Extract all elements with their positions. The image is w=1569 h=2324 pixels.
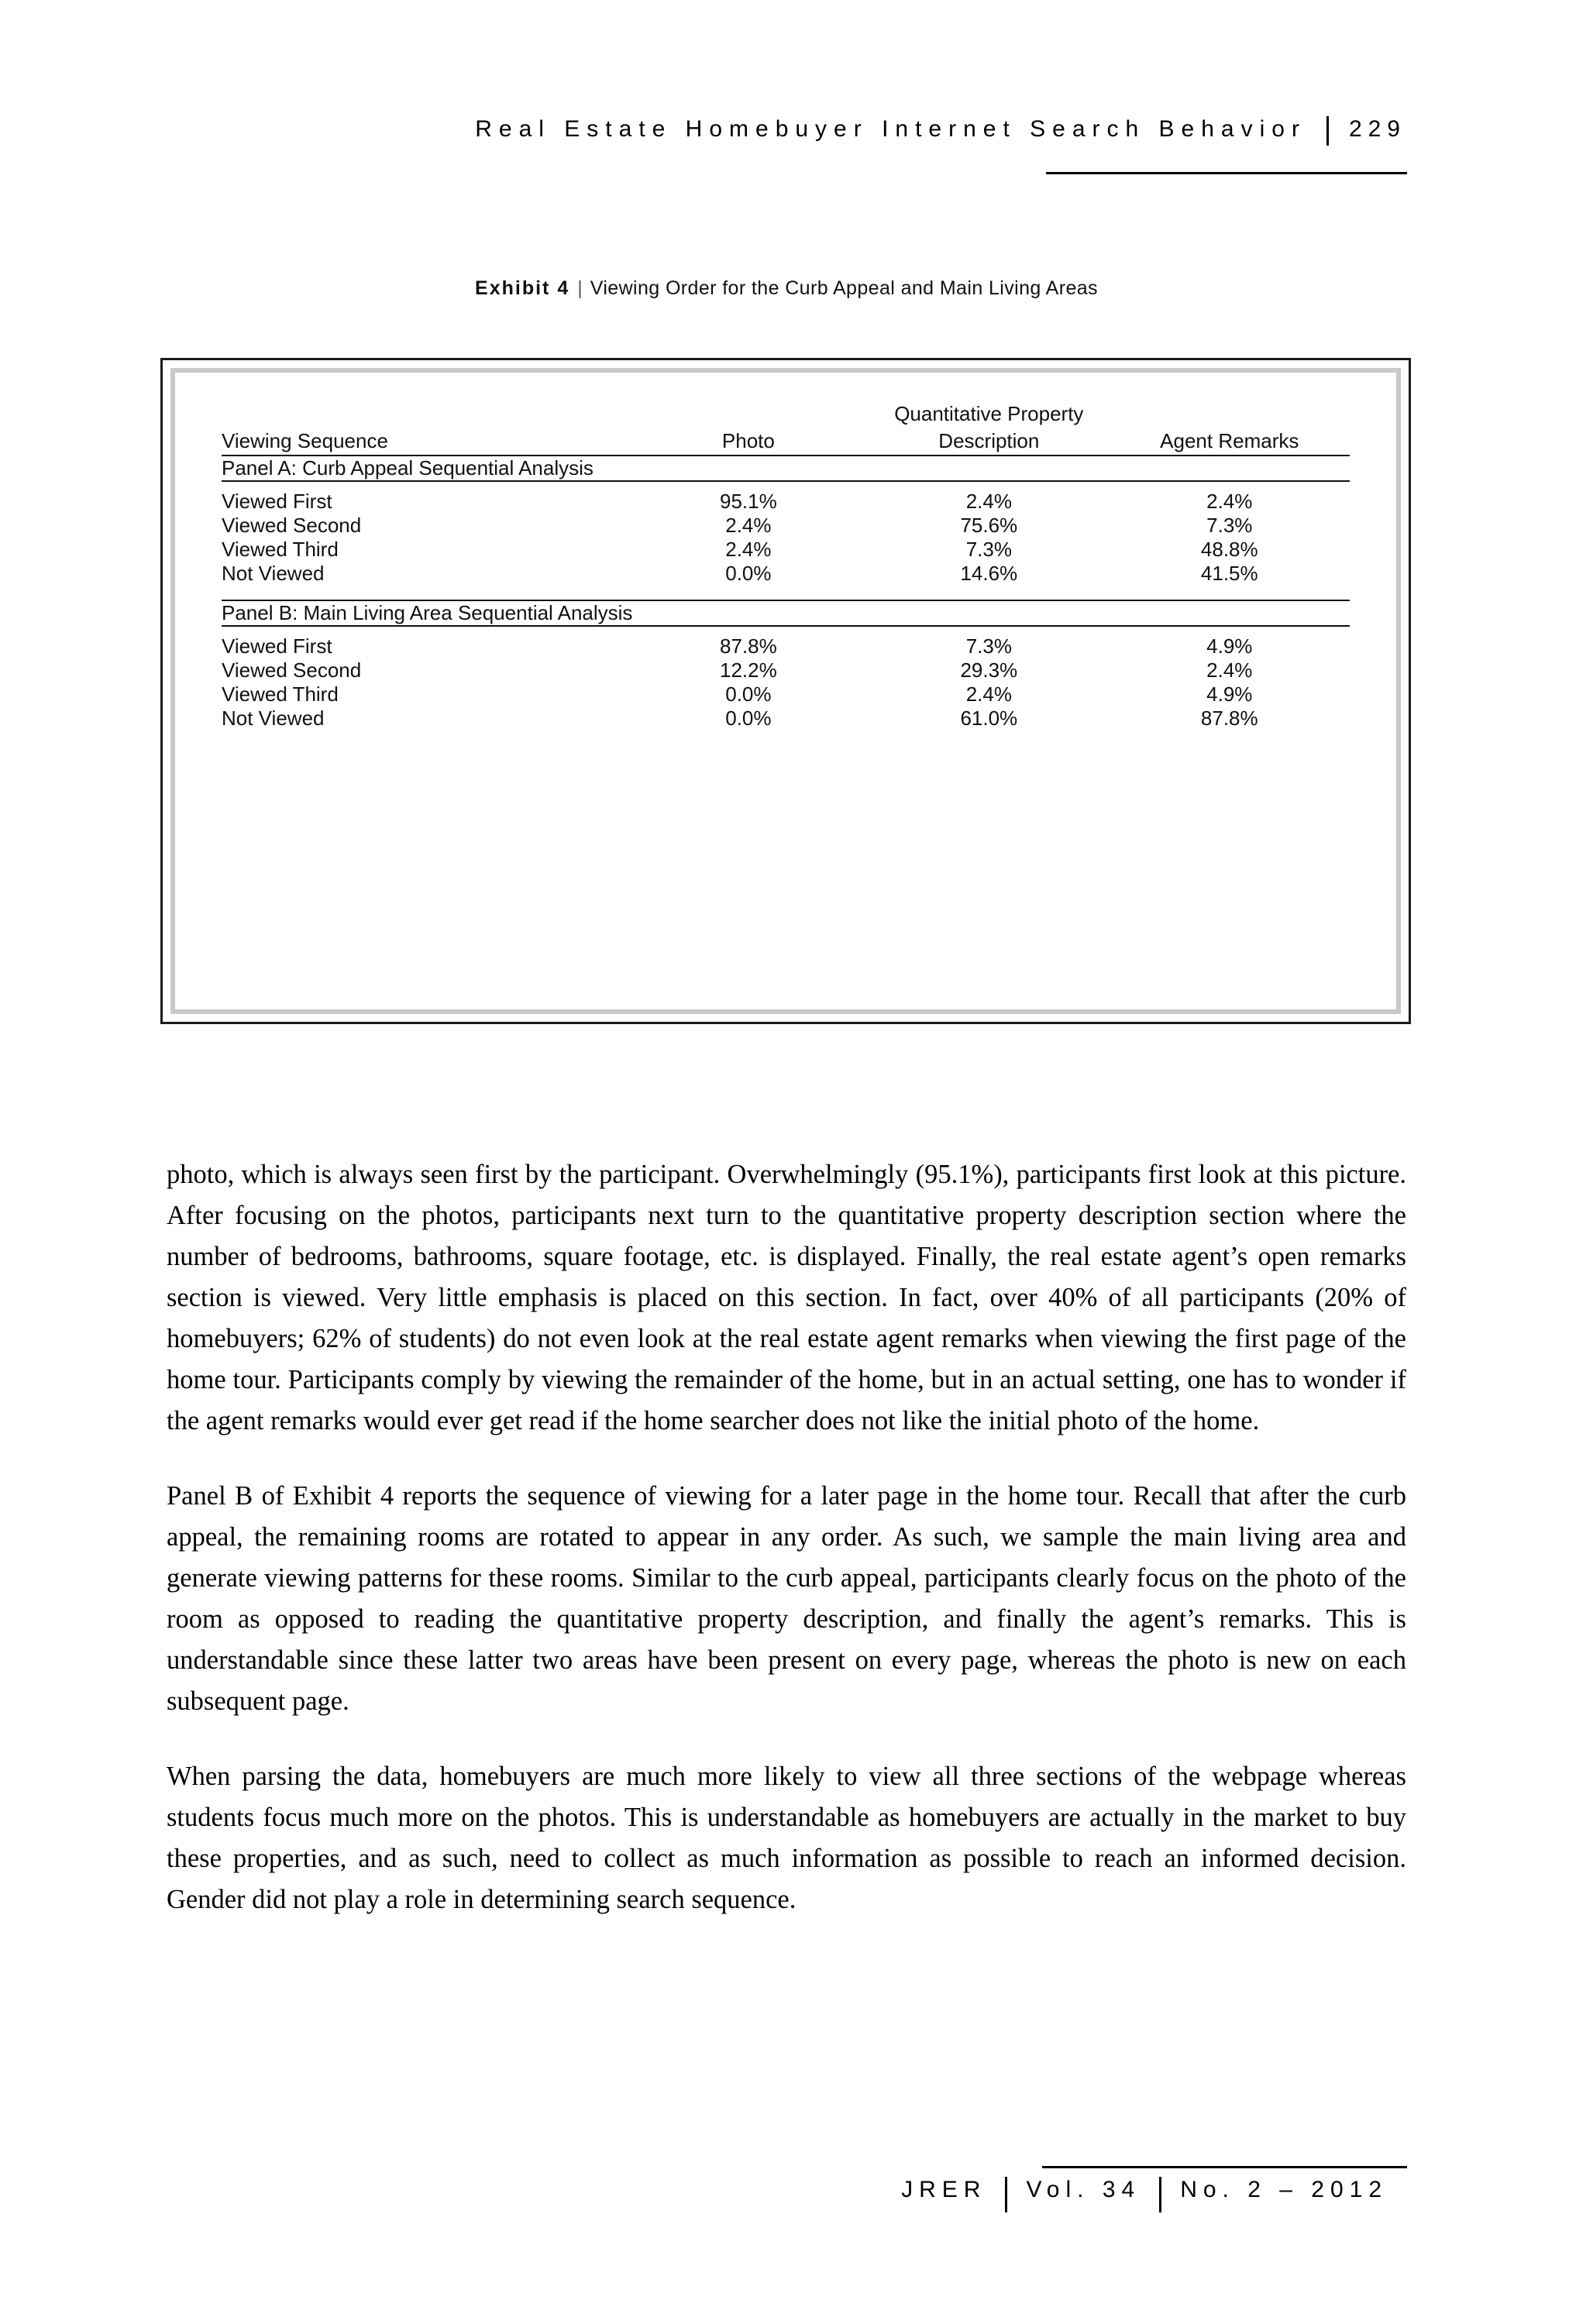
footer-volume: Vol. 34 bbox=[1026, 2177, 1141, 2202]
cell-agent-remarks: 4.9% bbox=[1206, 634, 1253, 658]
cell-photo: 2.4% bbox=[725, 537, 772, 561]
cell-description: 75.6% bbox=[960, 513, 1018, 537]
cell-sequence: Viewed Second bbox=[222, 658, 362, 682]
cell-sequence: Not Viewed bbox=[222, 561, 325, 585]
exhibit-inner-frame bbox=[170, 368, 1401, 1014]
cell-sequence: Viewed First bbox=[222, 489, 332, 513]
cell-photo: 87.8% bbox=[720, 634, 777, 658]
exhibit-label: Exhibit 4 bbox=[475, 277, 570, 299]
spacer bbox=[222, 626, 1350, 634]
cell-sequence: Viewed First bbox=[222, 634, 332, 658]
cell-photo: 2.4% bbox=[725, 513, 772, 537]
cell-photo: 0.0% bbox=[725, 706, 772, 730]
cell-photo: 0.0% bbox=[725, 682, 772, 706]
cell-sequence: Viewed Third bbox=[222, 682, 339, 706]
cell-sequence: Not Viewed bbox=[222, 706, 325, 730]
cell-agent-remarks: 41.5% bbox=[1200, 561, 1258, 585]
cell-photo: 0.0% bbox=[725, 561, 772, 585]
header-viewing-sequence: Viewing Sequence bbox=[222, 428, 388, 452]
footer-issue: No. 2 – 2012 bbox=[1180, 2177, 1388, 2202]
cell-description: 7.3% bbox=[965, 537, 1012, 561]
exhibit-title: Viewing Order for the Curb Appeal and Main Living Areas bbox=[590, 277, 1098, 299]
spacer bbox=[222, 481, 1350, 490]
paragraph: Panel B of Exhibit 4 reports the sequence of viewing for a later page in the home tour. Recall that after the curb appeal, the remaining rooms are rotated to appear in any order. As such, we sample the main living area and generate viewing patterns for these rooms. Similar to the curb appeal, participants clearly focus on the photo of the room as opposed to reading the quantitative property description, and finally the agent’s remarks. This is understandable since these latter two areas have been present on every page, whereas the photo is new on each subsequent page. bbox=[167, 1481, 1406, 1716]
cell-description: 2.4% bbox=[965, 682, 1012, 706]
cell-agent-remarks: 48.8% bbox=[1200, 537, 1258, 561]
cell-agent-remarks: 2.4% bbox=[1206, 658, 1253, 682]
table-header-row bbox=[222, 401, 1350, 455]
spacer bbox=[222, 586, 1350, 600]
footer bbox=[167, 2177, 1406, 2212]
exhibit-caption-separator: | bbox=[577, 277, 583, 299]
cell-sequence: Viewed Third bbox=[222, 537, 339, 561]
panel-a-title: Panel A: Curb Appeal Sequential Analysis bbox=[222, 456, 594, 480]
table-row bbox=[222, 658, 1350, 682]
cell-agent-remarks: 7.3% bbox=[1206, 513, 1253, 537]
header-description-line1: Quantitative Property bbox=[894, 402, 1084, 425]
running-head-title: Real Estate Homebuyer Internet Search Behavior bbox=[475, 116, 1306, 142]
header-description-line2: Description bbox=[938, 428, 1040, 452]
table-row bbox=[222, 538, 1350, 562]
running-head-rule bbox=[1046, 172, 1407, 174]
cell-agent-remarks: 87.8% bbox=[1200, 706, 1258, 730]
panel-title-row bbox=[222, 456, 1350, 480]
table-row bbox=[222, 634, 1350, 658]
footer-rule bbox=[1042, 2166, 1407, 2168]
header-agent-remarks: Agent Remarks bbox=[1160, 428, 1299, 452]
exhibit-table bbox=[222, 401, 1350, 731]
exhibit-box bbox=[160, 358, 1411, 1024]
table-row bbox=[222, 706, 1350, 731]
paragraph: When parsing the data, homebuyers are much more likely to view all three sections of the webpage whereas students focus much more on the photos. This is understandable as homebuyers are actually in the market to buy these properties, and as such, need to collect as much information as possible to reach an informed decision. Gender did not play a role in determining search sequence. bbox=[167, 1762, 1406, 1914]
paragraph: photo, which is always seen first by the participant. Overwhelmingly (95.1%), participants first look at this picture. After focusing on the photos, participants next turn to the quantitative property description section where the number of bedrooms, bathrooms, square footage, etc. is displayed. Finally, the real estate agent’s open remarks section is viewed. Very little emphasis is placed on this section. In fact, over 40% of all participants (20% of homebuyers; 62% of students) do not even look at the real estate agent remarks when viewing the first page of the home tour. Participants comply by viewing the remainder of the home, but in an actual setting, one has to wonder if the agent remarks would ever get read if the home searcher does not like the initial photo of the home. bbox=[167, 1160, 1406, 1435]
cell-description: 2.4% bbox=[965, 489, 1012, 513]
running-head bbox=[167, 116, 1406, 150]
cell-sequence: Viewed Second bbox=[222, 513, 362, 537]
cell-agent-remarks: 2.4% bbox=[1206, 489, 1253, 513]
cell-photo: 95.1% bbox=[720, 489, 777, 513]
cell-photo: 12.2% bbox=[720, 658, 777, 682]
cell-description: 61.0% bbox=[960, 706, 1018, 730]
header-photo: Photo bbox=[721, 428, 775, 452]
table-row bbox=[222, 514, 1350, 538]
exhibit-caption bbox=[167, 277, 1406, 300]
cell-description: 14.6% bbox=[960, 561, 1018, 585]
cell-description: 7.3% bbox=[965, 634, 1012, 658]
panel-title-row bbox=[222, 600, 1350, 625]
cell-description: 29.3% bbox=[960, 658, 1018, 682]
footer-journal: JRER bbox=[901, 2177, 987, 2202]
cell-agent-remarks: 4.9% bbox=[1206, 682, 1253, 706]
panel-b-title: Panel B: Main Living Area Sequential Analysis bbox=[222, 600, 633, 624]
body-text bbox=[167, 1154, 1406, 1920]
header-description bbox=[869, 401, 1109, 455]
table-row bbox=[222, 490, 1350, 514]
table-row bbox=[222, 562, 1350, 586]
table-row bbox=[222, 682, 1350, 706]
page-number: 229 bbox=[1348, 116, 1406, 142]
